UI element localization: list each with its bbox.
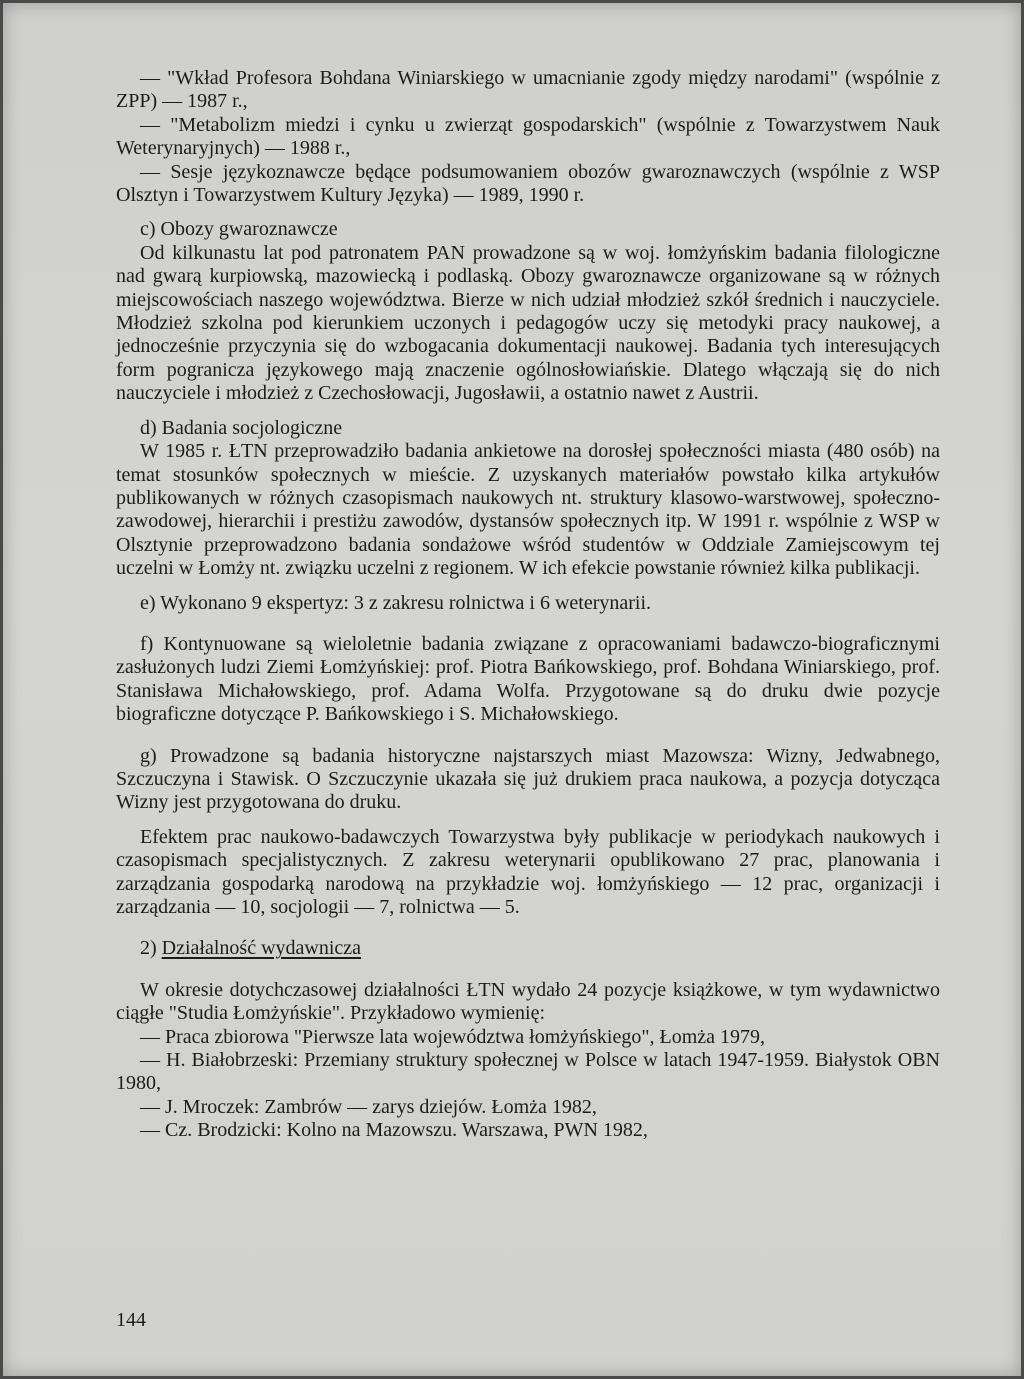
- list-item-publication-2: — H. Białobrzeski: Przemiany struktury społecznej w Polsce w latach 1947-1959. Białystok OBN 1980,: [116, 1049, 940, 1095]
- paragraph-publishing-activity: W okresie dotychczasowej działalności ŁTN wydało 24 pozycje książkowe, w tym wydawnictwo ciągłe "Studia Łomżyńskie". Przykładowo wymienię:: [116, 978, 940, 1025]
- list-item-publication-4: — Cz. Brodzicki: Kolno na Mazowszu. Warszawa, PWN 1982,: [140, 1119, 648, 1142]
- paragraph-dialect-camps: Od kilkunastu lat pod patronatem PAN prowadzone są w woj. łomżyńskim badania filologiczne nad gwarą kurpiowską, mazowiecką i podlaską. Obozy gwaroznawcze organizowane są w różnych miejscowościach naszego województwa. Bierze w nich udział młodzież szkół średnich i nauczyciele. Młodzież szkolna pod kierunkiem uczonych i pedagogów uczy się metodyki pracy naukowej, a jednocześnie przyczynia się do wzbogacania dokumentacji naukowej. Badania tych interesujących form pogranicza językowego mają znaczenie ogólnosłowiańskie. Dlatego włączają się do nich nauczyciele i młodzież z Czechosłowacji, Jugosławii, a ostatnio nawet z Austrii.: [116, 241, 940, 405]
- paragraph-sociological-research: W 1985 r. ŁTN przeprowadziło badania ankietowe na dorosłej społeczności miasta (480 osób) na temat stosunków społecznych w mieście. Z uzyskanych materiałów powstało kilka artykułów publikowanych w różnych czasopismach naukowych nt. struktury klasowo-warstwowej, społeczno-zawodowej, hierarchii i prestiżu zawodów, dystansów społecznych itp. W 1991 r. wspólnie z WSP w Olsztynie przeprowadzono badania sondażowe wśród studentów w Oddziale Zamiejscowym tej uczelni w Łomży nt. związku uczelni z regionem. W ich efekcie powstanie również kilka publikacji.: [116, 440, 940, 580]
- list-item-lecture-winiarski: — "Wkład Profesora Bohdana Winiarskiego w umacnianie zgody między narodami" (wspólnie z ZPP) — 1987 r.,: [116, 67, 940, 113]
- section-title: Działalność wydawnicza: [161, 937, 362, 960]
- page-number: 144: [116, 1309, 146, 1331]
- document-body: [116, 67, 940, 1143]
- paragraph-expertises: e) Wykonano 9 ekspertyz: 3 z zakresu rolnictwa i 6 weterynarii.: [140, 591, 652, 614]
- list-item-linguistic-sessions: — Sesje językoznawcze będące podsumowaniem obozów gwaroznawczych (wspólnie z WSP Olsztyn i Towarzystwem Kultury Języka) — 1989, 1990 r.: [116, 160, 940, 207]
- section-heading-2: [116, 937, 940, 960]
- section-heading-d: d) Badania socjologiczne: [140, 416, 343, 439]
- paragraph-publications-summary: Efektem prac naukowo-badawczych Towarzystwa były publikacje w periodykach naukowych i czasopismach specjalistycznych. Z zakresu weterynarii opublikowano 27 prac, planowania i zarządzania gospodarką narodową na przykładzie woj. łomżyńskiego — 12 prac, organizacji i zarządzania — 10, socjologii — 7, rolnictwa — 5.: [116, 825, 940, 918]
- list-item-metabolism-conference: — "Metabolizm miedzi i cynku u zwierząt gospodarskich" (wspólnie z Towarzystwem Nauk Weterynaryjnych) — 1988 r.,: [116, 113, 940, 160]
- paragraph-biographical-research: f) Kontynuowane są wieloletnie badania związane z opracowaniami badawczo-biograficznymi zasłużonych ludzi Ziemi Łomżyńskiej: prof. Piotra Bańkowskiego, prof. Bohdana Winiarskiego, prof. Stanisława Michałowskiego, prof. Adama Wolfa. Przygotowane są do druku dwie pozycje biograficzne dotyczące P. Bańkowskiego i S. Michałowskiego.: [116, 632, 940, 726]
- scanned-page: [3, 3, 1021, 1376]
- paragraph-historical-research: g) Prowadzone są badania historyczne najstarszych miast Mazowsza: Wizny, Jedwabnego, Szczuczyna i Stawisk. O Szczuczynie ukazała się już drukiem praca naukowa, a pozycja dotycząca Wizny jest przygotowana do druku.: [116, 744, 940, 814]
- list-item-publication-1: — Praca zbiorowa "Pierwsze lata województwa łomżyńskiego", Łomża 1979,: [140, 1025, 766, 1048]
- section-heading-c: c) Obozy gwaroznawcze: [140, 218, 338, 241]
- list-item-publication-3: — J. Mroczek: Zambrów — zarys dziejów. Łomża 1982,: [140, 1095, 597, 1118]
- section-number: 2): [140, 937, 157, 960]
